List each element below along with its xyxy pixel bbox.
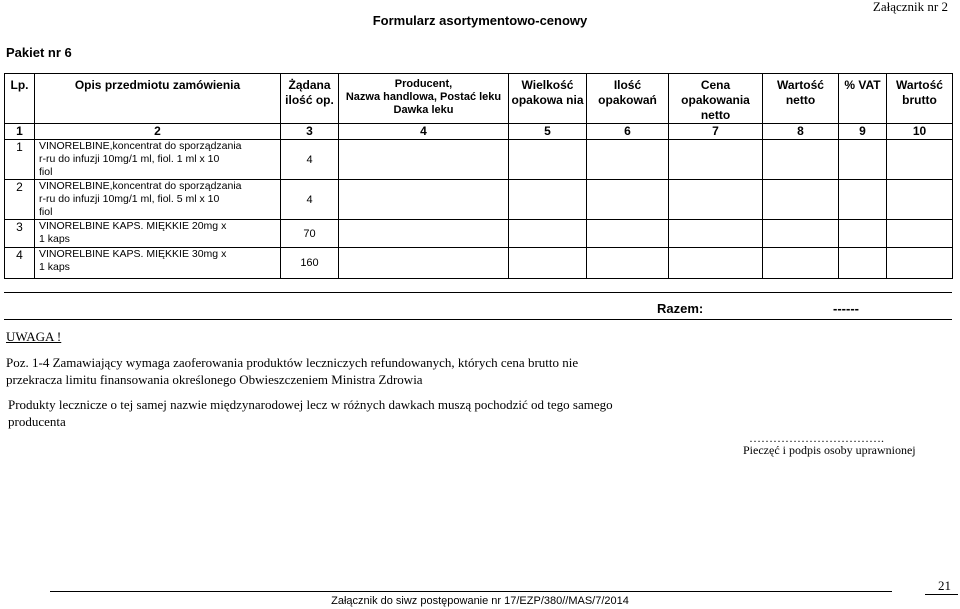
- row-description: [35, 180, 281, 220]
- page-title: Formularz asortymentowo-cenowy: [372, 13, 588, 28]
- cell-pack-size[interactable]: [509, 140, 587, 180]
- total-label: Razem:: [657, 301, 704, 316]
- cell-net-value[interactable]: [763, 140, 839, 180]
- row-lp: 3: [5, 220, 35, 248]
- signature-line: …………………………….: [749, 431, 884, 445]
- table-row: [5, 180, 953, 220]
- cell-gross-value[interactable]: [887, 180, 953, 220]
- signature-label: Pieczęć i podpis osoby uprawnionej: [743, 443, 916, 457]
- description-line: VINORELBINE,koncentrat do sporządzania: [39, 180, 242, 192]
- row-quantity: 4: [281, 180, 339, 220]
- col-header-lp: Lp.: [5, 74, 35, 124]
- cell-pack-count[interactable]: [587, 248, 669, 279]
- description-line: 1 kaps: [39, 233, 70, 245]
- footer-divider: [50, 591, 892, 592]
- cell-gross-value[interactable]: [887, 140, 953, 180]
- description-line: r-ru do infuzji 10mg/1 ml, fiol. 1 ml x 10: [39, 153, 220, 165]
- cell-producer[interactable]: [339, 220, 509, 248]
- warning-title: UWAGA !: [6, 329, 62, 344]
- note-line: producenta: [8, 414, 66, 429]
- page-number: 21: [938, 578, 951, 593]
- row-quantity: 70: [281, 220, 339, 248]
- cell-net-value[interactable]: [763, 248, 839, 279]
- cell-pack-size[interactable]: [509, 220, 587, 248]
- column-number: 8: [763, 124, 839, 140]
- cell-pack-count[interactable]: [587, 140, 669, 180]
- col-header-pack-count: Ilość opakowań: [587, 74, 669, 124]
- col-header-pack-size: Wielkość opakowa nia: [509, 74, 587, 124]
- column-number: 9: [839, 124, 887, 140]
- cell-vat[interactable]: [839, 140, 887, 180]
- cell-net-value[interactable]: [763, 220, 839, 248]
- description-line: VINORELBINE,koncentrat do sporządzania: [39, 140, 242, 152]
- description-line: r-ru do infuzji 10mg/1 ml, fiol. 5 ml x 10: [39, 193, 220, 205]
- description-line: fiol: [39, 206, 53, 218]
- note-refund: [6, 354, 706, 388]
- total-row: [4, 292, 952, 320]
- col-header-producer: [339, 74, 509, 124]
- cell-pack-count[interactable]: [587, 180, 669, 220]
- col-header-vat: % VAT: [839, 74, 887, 124]
- table-row: [5, 140, 953, 180]
- column-number: 6: [587, 124, 669, 140]
- col-header-pack-price: Cena opakowania netto: [669, 74, 763, 124]
- producer-header-line: Nazwa handlowa, Postać leku: [345, 91, 502, 103]
- cell-producer[interactable]: [339, 180, 509, 220]
- description-line: VINORELBINE KAPS. MIĘKKIE 30mg x: [39, 248, 227, 260]
- row-lp: 4: [5, 248, 35, 279]
- attachment-label: Załącznik nr 2: [872, 0, 948, 14]
- cell-pack-price[interactable]: [669, 140, 763, 180]
- cell-pack-price[interactable]: [669, 180, 763, 220]
- column-number-row: [5, 124, 953, 140]
- header-row: [5, 74, 953, 124]
- cell-vat[interactable]: [839, 180, 887, 220]
- col-header-description: Opis przedmiotu zamówienia: [35, 74, 281, 124]
- row-lp: 1: [5, 140, 35, 180]
- column-number: 1: [5, 124, 35, 140]
- col-header-gross-value: Wartość brutto: [887, 74, 953, 124]
- package-label: Pakiet nr 6: [6, 45, 72, 60]
- column-number: 10: [887, 124, 953, 140]
- note-line: Poz. 1-4 Zamawiający wymaga zaoferowania produktów leczniczych refundowanych, których cena brutto nie: [6, 355, 579, 370]
- footer-text: Załącznik do siwz postępowanie nr 17/EZP/380//MAS/7/2014: [331, 595, 629, 607]
- note-line: Produkty lecznicze o tej samej nazwie międzynarodowej lecz w różnych dawkach muszą pochodzić od tego samego: [8, 397, 613, 412]
- total-value: ------: [833, 301, 859, 316]
- row-description: [35, 140, 281, 180]
- column-number: 3: [281, 124, 339, 140]
- row-quantity: 160: [281, 248, 339, 279]
- table-row: [5, 220, 953, 248]
- column-number: 5: [509, 124, 587, 140]
- cell-pack-size[interactable]: [509, 248, 587, 279]
- producer-header-line: Dawka leku: [393, 104, 454, 116]
- column-number: 4: [339, 124, 509, 140]
- cell-vat[interactable]: [839, 248, 887, 279]
- producer-header-line: Producent,: [394, 78, 453, 90]
- row-description: [35, 248, 281, 279]
- note-line: przekracza limitu finansowania określonego Obwieszczeniem Ministra Zdrowia: [6, 372, 423, 387]
- cell-gross-value[interactable]: [887, 220, 953, 248]
- cell-pack-size[interactable]: [509, 180, 587, 220]
- note-same-producer: [8, 396, 688, 430]
- cell-pack-price[interactable]: [669, 220, 763, 248]
- row-quantity: 4: [281, 140, 339, 180]
- description-line: VINORELBINE KAPS. MIĘKKIE 20mg x: [39, 220, 227, 232]
- cell-producer[interactable]: [339, 248, 509, 279]
- cell-vat[interactable]: [839, 220, 887, 248]
- cell-gross-value[interactable]: [887, 248, 953, 279]
- col-header-net-value: Wartość netto: [763, 74, 839, 124]
- col-header-quantity: Żądana ilość op.: [281, 74, 339, 124]
- cell-producer[interactable]: [339, 140, 509, 180]
- row-description: [35, 220, 281, 248]
- column-number: 7: [669, 124, 763, 140]
- cell-net-value[interactable]: [763, 180, 839, 220]
- column-number: 2: [35, 124, 281, 140]
- description-line: fiol: [39, 166, 53, 178]
- row-lp: 2: [5, 180, 35, 220]
- assortment-price-table: [4, 73, 953, 279]
- description-line: 1 kaps: [39, 261, 70, 273]
- table-row: [5, 248, 953, 279]
- cell-pack-price[interactable]: [669, 248, 763, 279]
- cell-pack-count[interactable]: [587, 220, 669, 248]
